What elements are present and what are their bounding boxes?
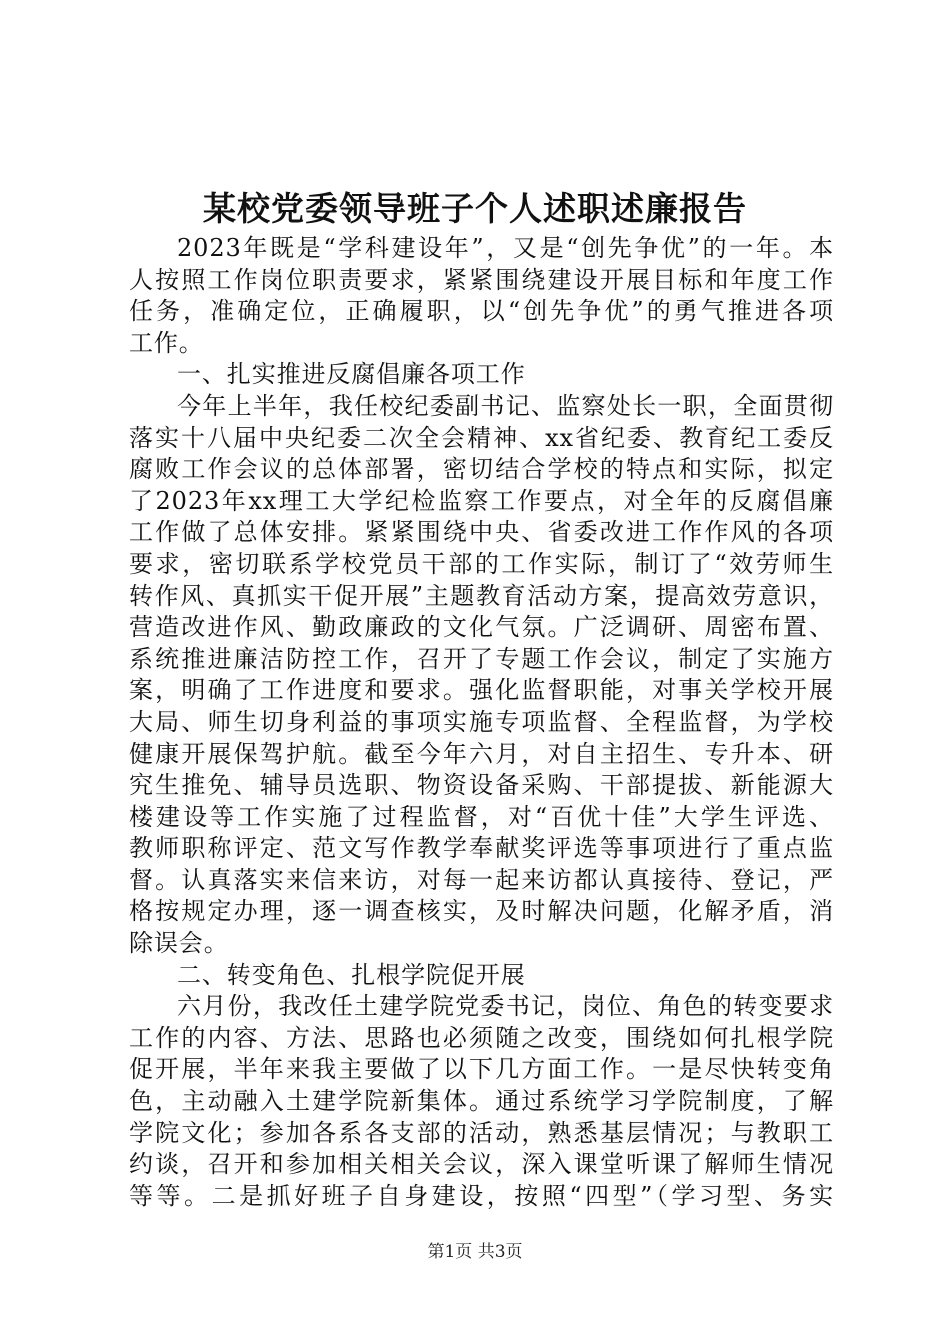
- text-line: 工作。: [129, 328, 204, 357]
- text-line: 营造改进作风、勤政廉政的文化气氛。广泛调研、周密布置、: [129, 613, 834, 642]
- text-line: 要求，密切联系学校党员干部的工作实际，制订了“效劳师生: [129, 549, 834, 578]
- page-footer: 第1页 共3页: [427, 1242, 523, 1262]
- text-line: 教师职称评定、范文写作教学奉献奖评选等事项进行了重点监: [129, 834, 834, 863]
- text-line: 一、扎实推进反腐倡廉各项工作: [177, 360, 526, 389]
- text-line: 究生推免、辅导员选职、物资设备采购、干部提拔、新能源大: [129, 771, 834, 800]
- text-line: 案，明确了工作进度和要求。强化监督职能，对事关学校开展: [129, 676, 834, 705]
- text-line: 大局、师生切身利益的事项实施专项监督、全程监督，为学校: [129, 707, 834, 736]
- text-line: 转作风、真抓实干促开展”主题教育活动方案，提高效劳意识，: [129, 581, 834, 610]
- text-line: 了2023年xx理工大学纪检监察工作要点，对全年的反腐倡廉: [129, 486, 834, 515]
- text-line: 约谈，召开和参加相关相关会议，深入课堂听课了解师生情况: [129, 1150, 834, 1179]
- document-title: 某校党委领导班子个人述职述廉报告: [203, 189, 747, 228]
- text-line: 格按规定办理，逐一调查核实，及时解决问题，化解矛盾，消: [129, 897, 834, 926]
- text-line: 六月份，我改任土建学院党委书记，岗位、角色的转变要求: [177, 992, 834, 1021]
- text-line: 2023年既是“学科建设年”，又是“创先争优”的一年。本: [177, 234, 834, 262]
- text-line: 色，主动融入土建学院新集体。通过系统学习学院制度，了解: [129, 1087, 834, 1116]
- text-line: 腐败工作会议的总体部署，密切结合学校的特点和实际，拟定: [129, 455, 834, 484]
- text-line: 楼建设等工作实施了过程监督，对“百优十佳”大学生评选、: [129, 802, 834, 831]
- text-line: 工作做了总体安排。紧紧围绕中央、省委改进工作作风的各项: [129, 518, 834, 547]
- document-body: [129, 233, 834, 1212]
- text-line: 促开展，半年来我主要做了以下几方面工作。一是尽快转变角: [129, 1055, 834, 1084]
- text-line: 人按照工作岗位职责要求，紧紧围绕建设开展目标和年度工作: [129, 265, 834, 294]
- text-line: 等等。二是抓好班子自身建设，按照“四型”（学习型、务实: [129, 1181, 834, 1210]
- text-line: 落实十八届中央纪委二次全会精神、xx省纪委、教育纪工委反: [129, 423, 834, 452]
- text-line: 工作的内容、方法、思路也必须随之改变，围绕如何扎根学院: [129, 1023, 834, 1052]
- text-line: 系统推进廉洁防控工作，召开了专题工作会议，制定了实施方: [129, 644, 834, 673]
- text-line: 任务，准确定位，正确履职，以“创先争优”的勇气推进各项: [129, 297, 834, 326]
- text-line: 健康开展保驾护航。截至今年六月，对自主招生、专升本、研: [129, 739, 834, 768]
- text-line: 学院文化；参加各系各支部的活动，熟悉基层情况；与教职工: [129, 1118, 834, 1147]
- text-line: 二、转变角色、扎根学院促开展: [177, 960, 526, 989]
- text-line: 除误会。: [129, 929, 229, 958]
- text-line: 督。认真落实来信来访，对每一起来访都认真接待、登记，严: [129, 865, 834, 894]
- text-line: 今年上半年，我任校纪委副书记、监察处长一职，全面贯彻: [177, 391, 834, 420]
